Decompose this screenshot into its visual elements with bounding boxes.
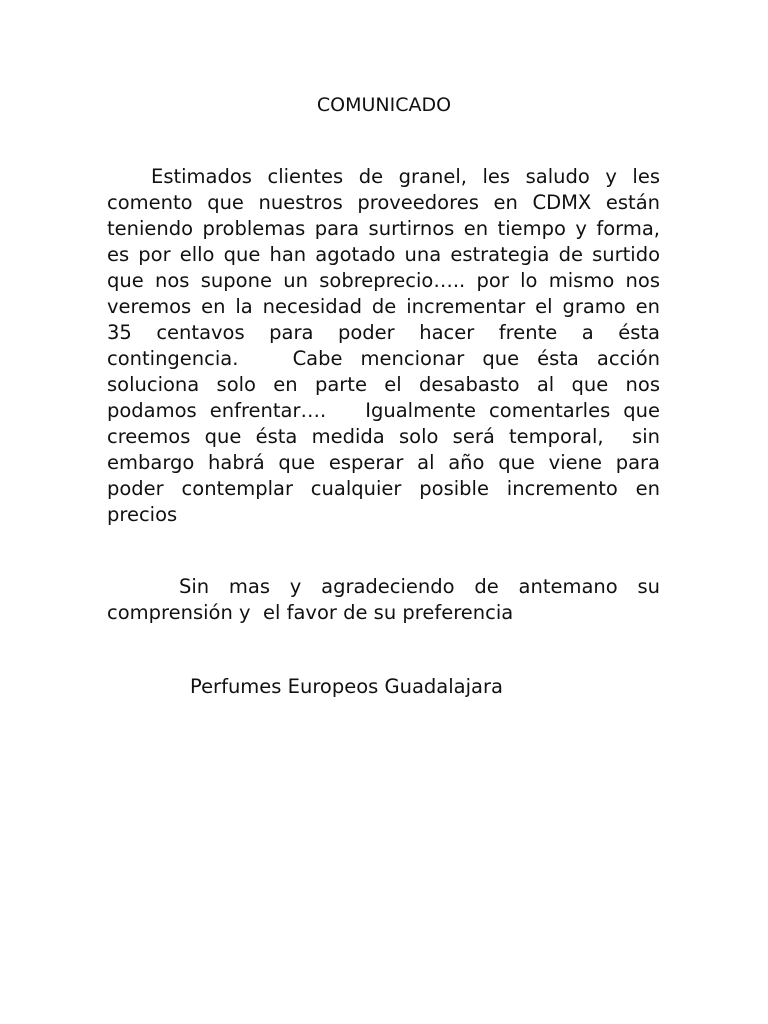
document-title: COMUNICADO (316, 94, 452, 116)
body-paragraph-announcement: Estimados clientes de granel, les saludo y les comento que nuestros proveedores en CDMX están teniendo problemas para surtirnos en tiempo y forma, es por ello que han agotado una estrategia de surtido que nos supone un sobreprecio….. por lo mismo nos veremos en la necesidad de incrementar el gramo en 35 centavos para poder hacer frente a ésta contingencia. Cabe mencionar que ésta acción soluciona solo en parte el desabasto al que nos podamos enfrentar…. Igualmente comentarles que creemos que ésta medida solo será temporal, sin embargo habrá que esperar al año que viene para poder contemplar cualquier posible incremento en precios (107, 165, 667, 526)
signature-line: Perfumes Europeos Guadalajara (190, 675, 503, 698)
body-paragraph-closing: Sin mas y agradeciendo de antemano su comprensión y el favor de su preferencia (107, 575, 667, 624)
